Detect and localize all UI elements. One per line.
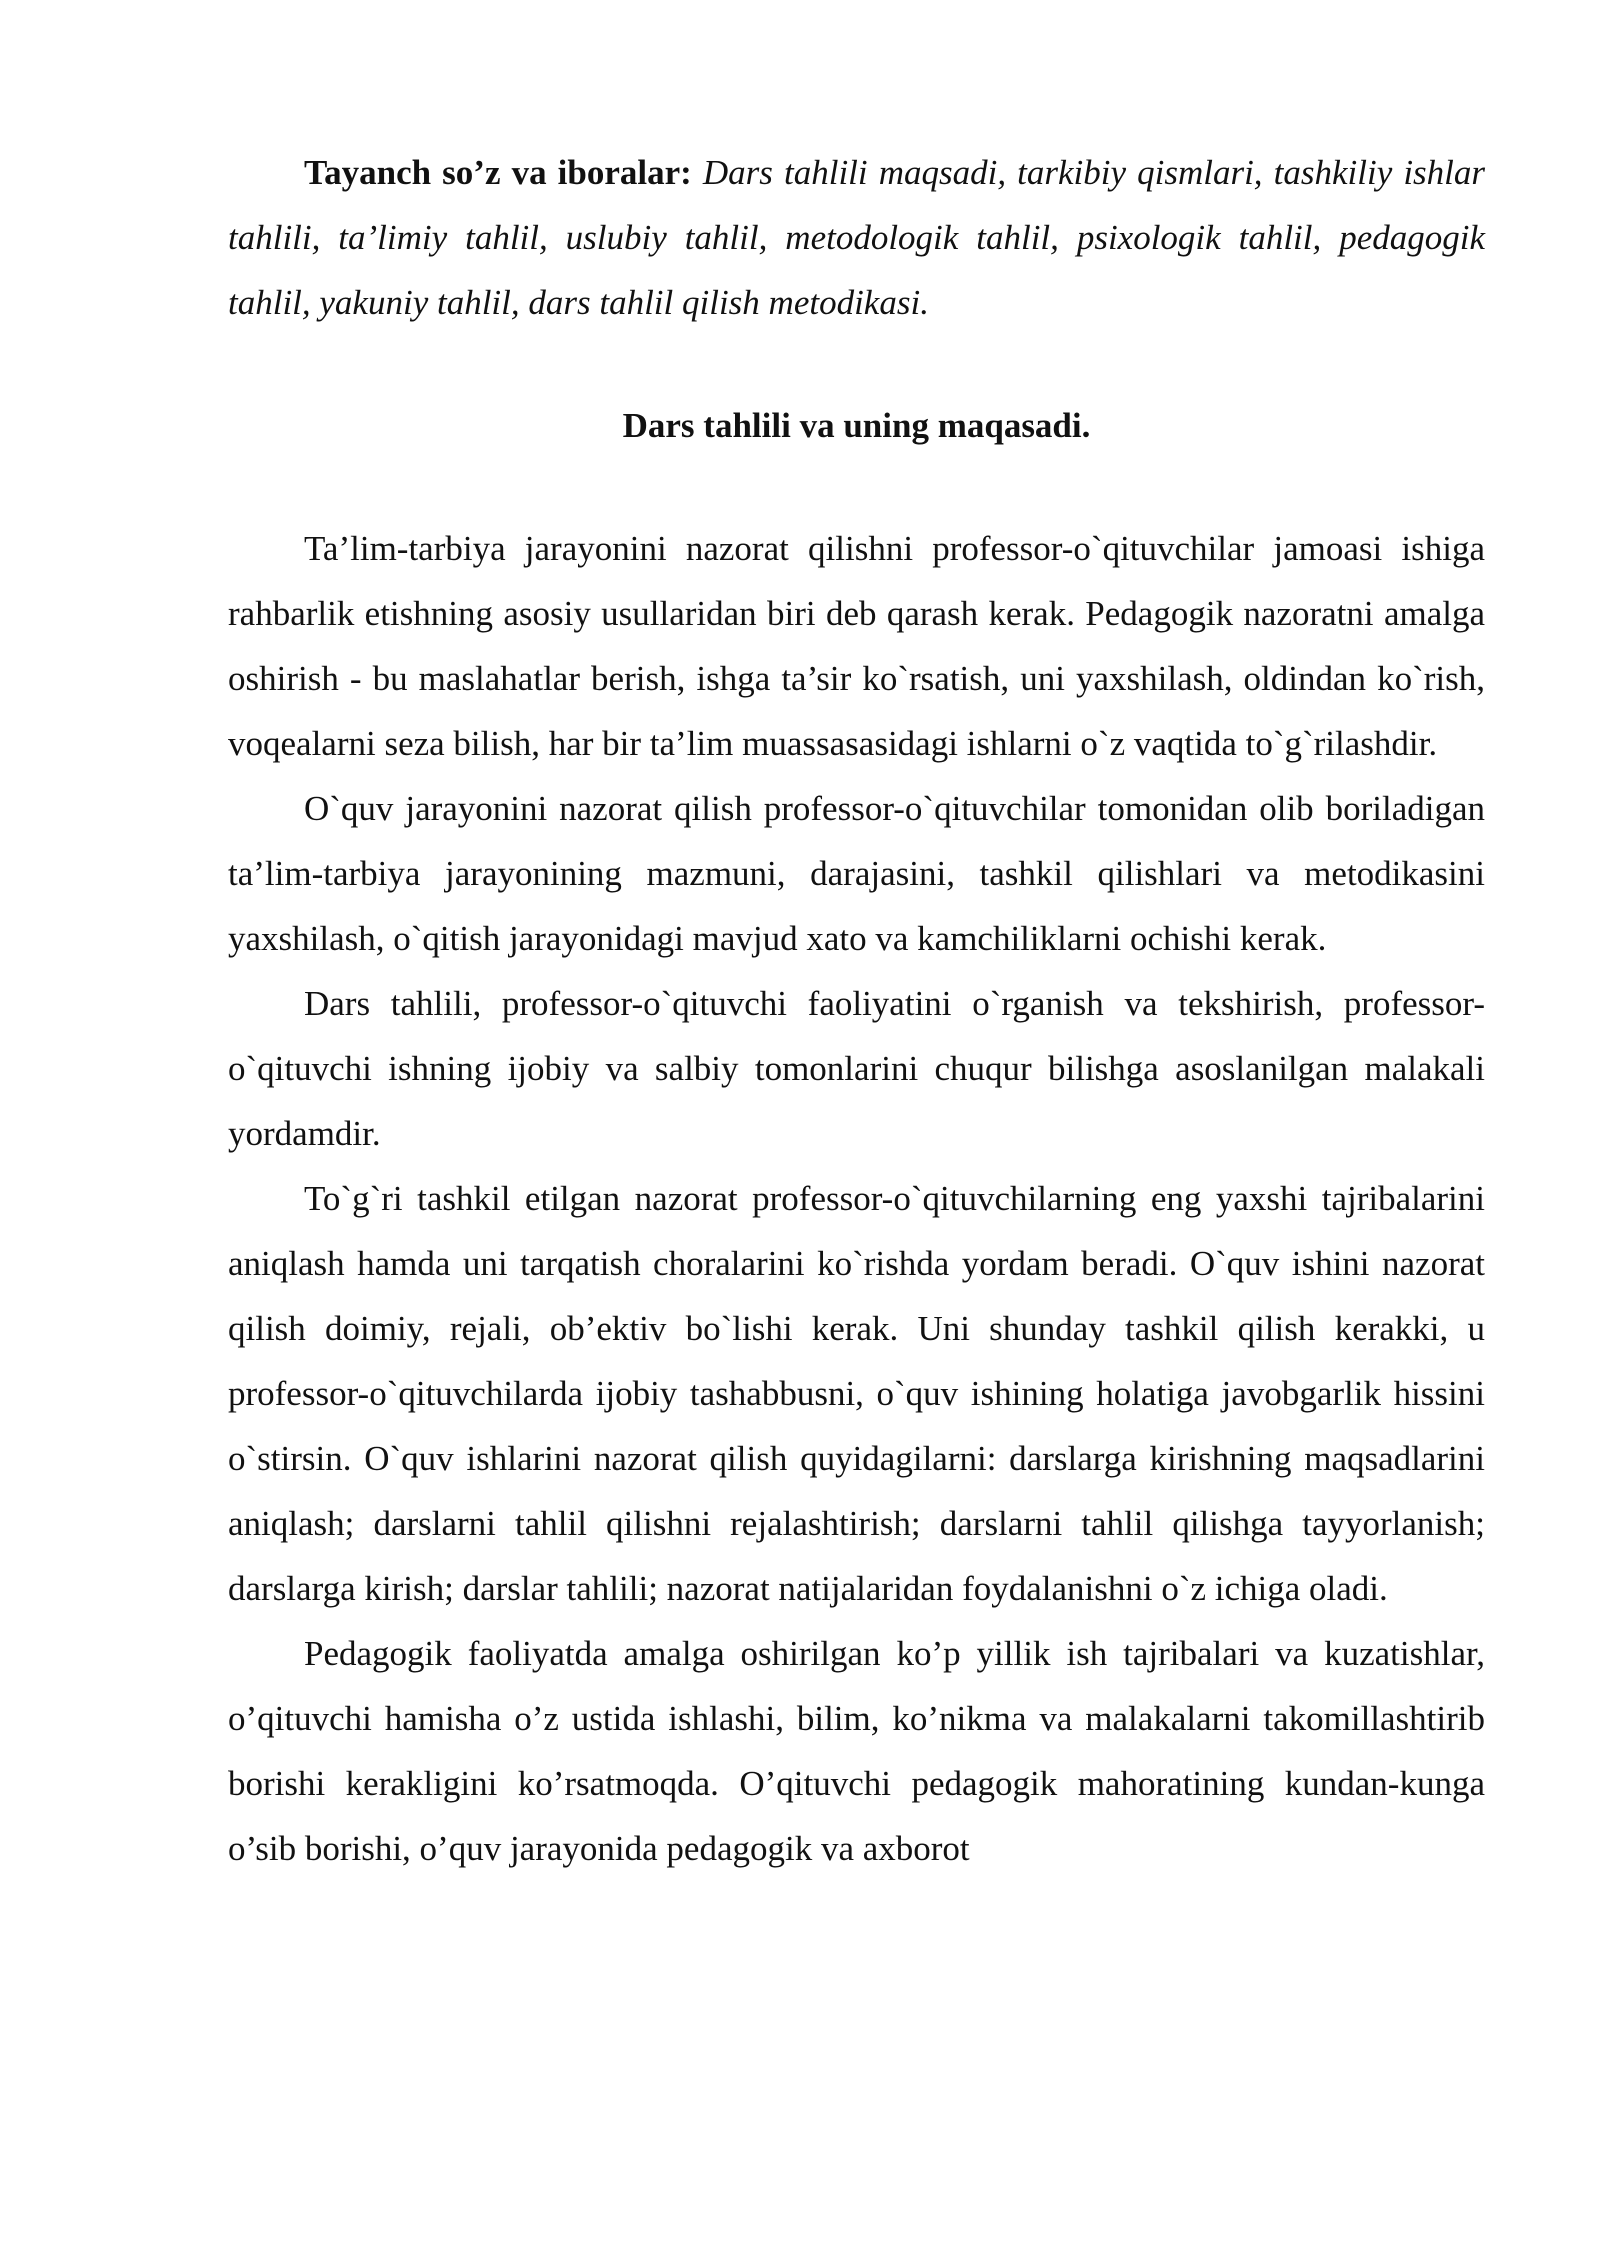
body-paragraph-2: O`quv jarayonini nazorat qilish professor-o`qituvchilar tomonidan olib boriladigan ta’lim-tarbiya jarayonining mazmuni, darajasini, tashkil qilishlari va metodikasini yaxshilash, o`qitish jarayonidagi mavjud xato va kamchiliklarni ochishi kerak. — [228, 789, 1485, 958]
section-heading: Dars tahlili va uning maqasadi. — [622, 406, 1091, 445]
body-paragraph-3: Dars tahlili, professor-o`qituvchi faoliyatini o`rganish va tekshirish, professor-o`qituvchi ishning ijobiy va salbiy tomonlarini chuqur bilishga asoslanilgan malakali yordamdir. — [228, 984, 1485, 1153]
keywords-label: Tayanch so’z va iboralar: — [304, 153, 692, 192]
body-paragraph-5: Pedagogik faoliyatda amalga oshirilgan ko’p yillik ish tajribalari va kuzatishlar, o’qituvchi hamisha o’z ustida ishlashi, bilim, ko’nikma va malakalarni takomillashtirib borishi kerakligini ko’rsatmoqda. O’qituvchi pedagogik mahoratining kundan-kunga o’sib borishi, o’quv jarayonida pedagogik va axborot — [228, 1634, 1485, 1868]
document-page — [228, 140, 1485, 1881]
body-paragraph-1: Ta’lim-tarbiya jarayonini nazorat qilishni professor-o`qituvchilar jamoasi ishiga rahbarlik etishning asosiy usullaridan biri deb qarash kerak. Pedagogik nazoratni amalga oshirish - bu maslahatlar berish, ishga ta’sir ko`rsatish, uni yaxshilash, oldindan ko`rish, voqealarni seza bilish, har bir ta’lim muassasasidagi ishlarni o`z vaqtida to`g`rilashdir. — [228, 529, 1485, 763]
body-paragraph-4: To`g`ri tashkil etilgan nazorat professor-o`qituvchilarning eng yaxshi tajribalarini aniqlash hamda uni tarqatish choralarini ko`rishda yordam beradi. O`quv ishini nazorat qilish doimiy, rejali, ob’ektiv bo`lishi kerak. Uni shunday tashkil qilish kerakki, u professor-o`qituvchilarda ijobiy tashabbusni, o`quv ishining holatiga javobgarlik hissini o`stirsin. O`quv ishlarini nazorat qilish quyidagilarni: darslarga kirishning maqsadlarini aniqlash; darslarni tahlil qilishni rejalashtirish; darslarni tahlil qilishga tayyorlanish; darslarga kirish; darslar tahlili; nazorat natijalaridan foydalanishni o`z ichiga oladi. — [228, 1179, 1485, 1608]
keywords-paragraph — [228, 140, 1485, 335]
keywords-text: Dars tahlili maqsadi, tarkibiy qismlari, tashkiliy ishlar tahlili, ta’limiy tahlil, uslubiy tahlil, metodologik tahlil, psixologik tahlil, pedagogik tahlil, yakuniy tahlil, dars tahlil qilish metodikasi. — [228, 153, 1486, 322]
